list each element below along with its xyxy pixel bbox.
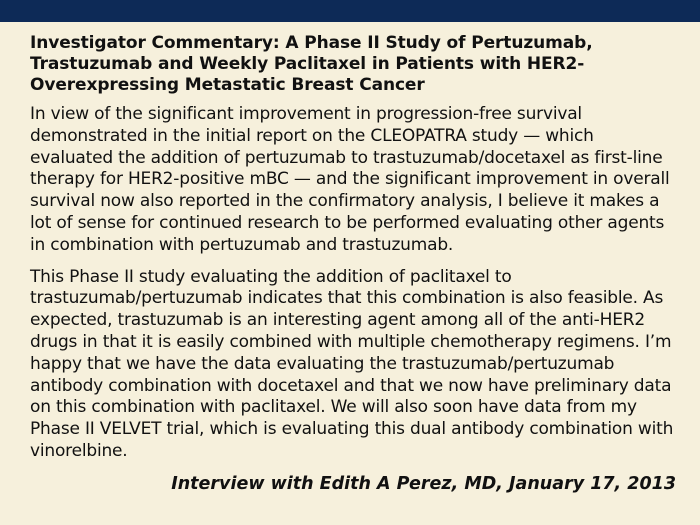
interview-attribution: Interview with Edith A Perez, MD, January 17, 2013 xyxy=(171,473,676,494)
slide-content xyxy=(30,33,680,495)
commentary-paragraph-1: In view of the significant improvement in progression-free survival demonstrated in the initial report on the CLEOPATRA study — which evaluated the addition of pertuzumab to trastuzumab/docetaxel as first-line therapy for HER2-positive mBC — and the significant improvement in overall survival now also reported in the confirmatory analysis, I believe it makes a lot of sense for continued research to be performed evaluating other agents in combination with pertuzumab and trastuzumab. xyxy=(30,104,670,255)
header-bar xyxy=(0,0,700,22)
slide-title: Investigator Commentary: A Phase II Study of Pertuzumab, Trastuzumab and Weekly Paclitaxel in Patients with HER2-Overexpressing Metastatic Breast Cancer xyxy=(30,33,593,95)
commentary-paragraph-2: This Phase II study evaluating the addition of paclitaxel to trastuzumab/pertuzumab indicates that this combination is also feasible. As expected, trastuzumab is an interesting agent among all of the anti-HER2 drugs in that it is easily combined with multiple chemotherapy regimens. I’m happy that we have the data evaluating the trastuzumab/pertuzumab antibody combination with docetaxel and that we now have preliminary data on this combination with paclitaxel. We will also soon have data from my Phase II VELVET trial, which is evaluating this dual antibody combination with vinorelbine. xyxy=(30,266,674,461)
